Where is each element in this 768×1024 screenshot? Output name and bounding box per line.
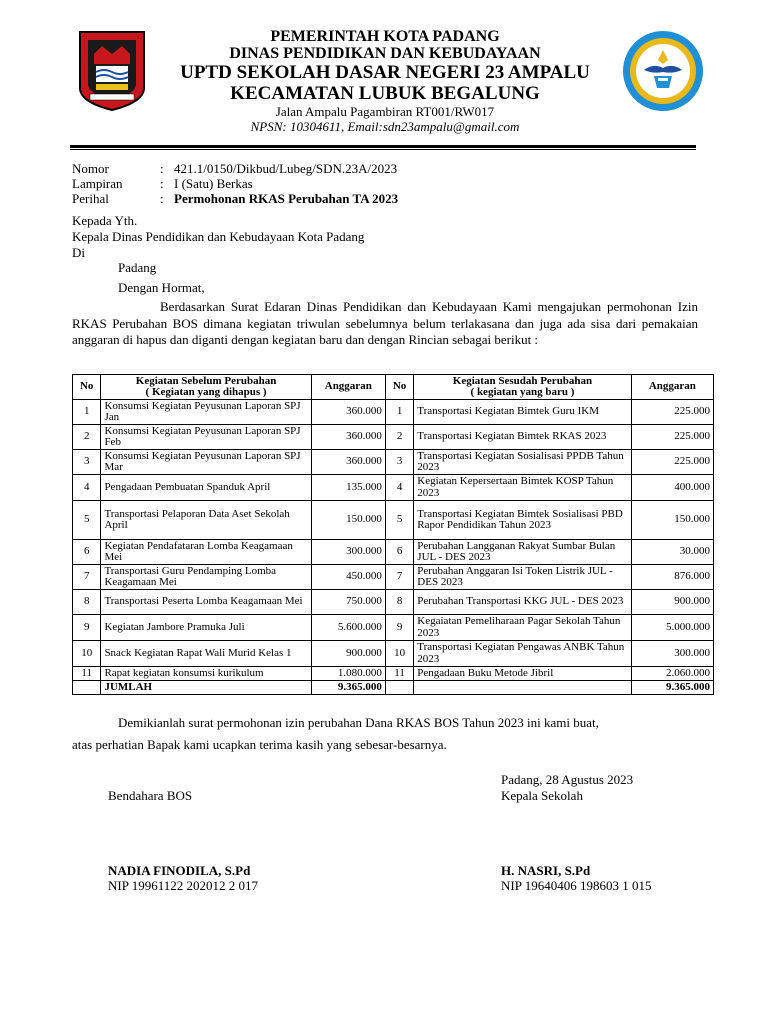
row-after-activity: Perubahan Transportasi KKG JUL - DES 2023 <box>414 590 631 615</box>
treasurer-nip: NIP 19961122 202012 2 017 <box>108 878 258 893</box>
total-before: 9.365.000 <box>311 681 385 695</box>
row-before-amount: 1.080.000 <box>311 667 385 681</box>
school-name: UPTD SEKOLAH DASAR NEGERI 23 AMPALU <box>180 62 590 83</box>
tut-wuri-handayani-logo <box>622 30 704 112</box>
district-name: KECAMATAN LUBUK BEGALUNG <box>230 83 540 104</box>
row-after-activity: Transportasi Kegiatan Bimtek Sosialisasi PBD Rapor Pendidikan Tahun 2023 <box>414 501 631 540</box>
agency-name: DINAS PENDIDIKAN DAN KEBUDAYAAN <box>229 45 541 62</box>
row-before-amount: 900.000 <box>311 641 385 667</box>
header-no2: No <box>385 375 413 400</box>
row-no: 6 <box>73 540 101 565</box>
total-empty-cell <box>73 681 101 695</box>
row-after-amount: 400.000 <box>631 475 713 501</box>
row-no2: 8 <box>385 590 413 615</box>
header-after-sub: ( kegiatan yang baru ) <box>470 386 575 398</box>
row-after-amount: 225.000 <box>631 450 713 475</box>
salutation: Dengan Hormat, <box>118 280 205 295</box>
row-after-activity: Kegiatan Kepersertaan Bimtek KOSP Tahun 2023 <box>414 475 631 501</box>
lampiran-label: Lampiran <box>72 176 123 191</box>
row-before-activity: Kegiatan Pendafataran Lomba Keagamaan Mei <box>101 540 311 565</box>
table-row <box>73 501 714 540</box>
row-no: 1 <box>73 400 101 425</box>
place-date: Padang, 28 Agustus 2023 <box>501 772 634 787</box>
row-after-amount: 225.000 <box>631 425 713 450</box>
recipient-di: Di <box>72 245 85 260</box>
table-header-row <box>73 375 714 400</box>
row-after-amount: 150.000 <box>631 501 713 540</box>
table-row <box>73 450 714 475</box>
row-before-amount: 750.000 <box>311 590 385 615</box>
total-empty-cell <box>385 681 413 695</box>
row-before-amount: 360.000 <box>311 450 385 475</box>
row-no2: 1 <box>385 400 413 425</box>
row-no: 11 <box>73 667 101 681</box>
total-empty-cell <box>414 681 631 695</box>
recipient-greeting: Kepada Yth. <box>72 213 138 228</box>
row-no2: 7 <box>385 565 413 590</box>
colon: : <box>160 176 164 191</box>
header-no: No <box>73 375 101 400</box>
perihal-value: Permohonan RKAS Perubahan TA 2023 <box>174 191 399 206</box>
principal-nip: NIP 19640406 198603 1 015 <box>501 878 652 893</box>
perihal-label: Perihal <box>72 191 109 206</box>
row-after-amount: 900.000 <box>631 590 713 615</box>
row-after-amount: 30.000 <box>631 540 713 565</box>
padang-city-logo <box>76 30 148 112</box>
row-before-activity: Konsumsi Kegiatan Peyusunan Laporan SPJ Mar <box>101 450 311 475</box>
table-row <box>73 425 714 450</box>
row-before-amount: 450.000 <box>311 565 385 590</box>
table-row <box>73 565 714 590</box>
nomor-value: 421.1/0150/Dikbud/Lubeg/SDN.23A/2023 <box>174 161 398 176</box>
row-before-activity: Kegiatan Jambore Pramuka Juli <box>101 615 311 641</box>
header-before-sub: ( Kegiatan yang dihapus ) <box>145 386 267 398</box>
row-after-activity: Perubahan Anggaran Isi Token Listrik JUL - DES 2023 <box>414 565 631 590</box>
header-rule-thin <box>70 149 696 150</box>
header-after-title: Kegiatan Sesudah Perubahan <box>452 374 593 387</box>
principal-name: H. NASRI, S.Pd <box>501 863 591 878</box>
header-budget2: Anggaran <box>631 375 713 400</box>
treasurer-name: NADIA FINODILA, S.Pd <box>108 863 251 878</box>
row-no2: 11 <box>385 667 413 681</box>
row-before-amount: 150.000 <box>311 501 385 540</box>
header-budget: Anggaran <box>311 375 385 400</box>
table-total-row <box>73 681 714 695</box>
table-row <box>73 400 714 425</box>
table-row <box>73 540 714 565</box>
header-rule-thick <box>70 145 696 148</box>
row-no2: 4 <box>385 475 413 501</box>
table-row <box>73 641 714 667</box>
row-before-amount: 135.000 <box>311 475 385 501</box>
row-after-activity: Transportasi Kegiatan Pengawas ANBK Tahun 2023 <box>414 641 631 667</box>
row-after-amount: 876.000 <box>631 565 713 590</box>
row-no: 7 <box>73 565 101 590</box>
table-row <box>73 615 714 641</box>
treasurer-title: Bendahara BOS <box>108 788 193 803</box>
nomor-label: Nomor <box>72 161 109 176</box>
row-no: 9 <box>73 615 101 641</box>
row-after-amount: 225.000 <box>631 400 713 425</box>
government-name: PEMERINTAH KOTA PADANG <box>270 28 500 45</box>
row-before-amount: 360.000 <box>311 400 385 425</box>
row-no: 2 <box>73 425 101 450</box>
row-after-amount: 2.060.000 <box>631 667 713 681</box>
row-after-activity: Kegaiatan Pemeliharaan Pagar Sekolah Tahun 2023 <box>414 615 631 641</box>
total-after: 9.365.000 <box>631 681 713 695</box>
row-no2: 9 <box>385 615 413 641</box>
colon: : <box>160 161 164 176</box>
row-before-amount: 300.000 <box>311 540 385 565</box>
row-after-amount: 300.000 <box>631 641 713 667</box>
principal-title: Kepala Sekolah <box>501 788 583 803</box>
row-no2: 10 <box>385 641 413 667</box>
row-before-activity: Rapat kegiatan konsumsi kurikulum <box>101 667 311 681</box>
row-before-activity: Transportasi Peserta Lomba Keagamaan Mei <box>101 590 311 615</box>
total-label: JUMLAH <box>101 681 311 695</box>
row-before-activity: Pengadaan Pembuatan Spanduk April <box>101 475 311 501</box>
table-row <box>73 475 714 501</box>
table-row <box>73 590 714 615</box>
row-no2: 6 <box>385 540 413 565</box>
lampiran-value: I (Satu) Berkas <box>174 176 253 191</box>
row-after-activity: Transportasi Kegiatan Sosialisasi PPDB Tahun 2023 <box>414 450 631 475</box>
colon: : <box>160 191 164 206</box>
row-after-activity: Transportasi Kegiatan Bimtek Guru IKM <box>414 400 631 425</box>
row-before-amount: 360.000 <box>311 425 385 450</box>
row-before-activity: Transportasi Guru Pendamping Lomba Keagamaan Mei <box>101 565 311 590</box>
header-before-title: Kegiatan Sebelum Perubahan <box>135 374 277 387</box>
row-no: 8 <box>73 590 101 615</box>
row-no2: 2 <box>385 425 413 450</box>
row-no: 3 <box>73 450 101 475</box>
row-before-activity: Konsumsi Kegiatan Peyusunan Laporan SPJ Jan <box>101 400 311 425</box>
body-paragraph: Berdasarkan Surat Edaran Dinas Pendidikan dan Kebudayaan Kami mengajukan permohonan Izin RKAS Perubahan BOS dimana kegiatan triwulan sebelumnya belum terlakasana dan juga ada sisa dari pemakaian anggaran di hapus dan diganti dengan kegiatan baru dan dengan Rincian sebagai berikut : <box>72 299 698 347</box>
table-row <box>73 667 714 681</box>
header-after-activity <box>414 375 631 400</box>
recipient-city: Padang <box>118 260 157 275</box>
row-no2: 5 <box>385 501 413 540</box>
header-before-activity <box>101 375 311 400</box>
closing-line-2: atas perhatian Bapak kami ucapkan terima kasih yang sebesar-besarnya. <box>72 737 447 752</box>
row-after-activity: Transportasi Kegiatan Bimtek RKAS 2023 <box>414 425 631 450</box>
school-address: Jalan Ampalu Pagambiran RT001/RW017 <box>275 104 495 119</box>
closing-line-1: Demikianlah surat permohonan izin perubahan Dana RKAS BOS Tahun 2023 ini kami buat, <box>118 715 599 730</box>
row-no: 5 <box>73 501 101 540</box>
row-no2: 3 <box>385 450 413 475</box>
row-after-activity: Pengadaan Buku Metode Jibril <box>414 667 631 681</box>
row-no: 4 <box>73 475 101 501</box>
school-contact: NPSN: 10304611, Email:sdn23ampalu@gmail.com <box>250 119 520 134</box>
row-before-activity: Konsumsi Kegiatan Peyusunan Laporan SPJ Feb <box>101 425 311 450</box>
row-before-activity: Transportasi Pelaporan Data Aset Sekolah April <box>101 501 311 540</box>
row-before-activity: Snack Kegiatan Rapat Wali Murid Kelas 1 <box>101 641 311 667</box>
row-after-activity: Perubahan Langganan Rakyat Sumbar Bulan JUL - DES 2023 <box>414 540 631 565</box>
rkas-change-table <box>72 374 714 695</box>
row-after-amount: 5.000.000 <box>631 615 713 641</box>
recipient-name: Kepala Dinas Pendidikan dan Kebudayaan Kota Padang <box>72 229 365 244</box>
row-before-amount: 5.600.000 <box>311 615 385 641</box>
row-no: 10 <box>73 641 101 667</box>
